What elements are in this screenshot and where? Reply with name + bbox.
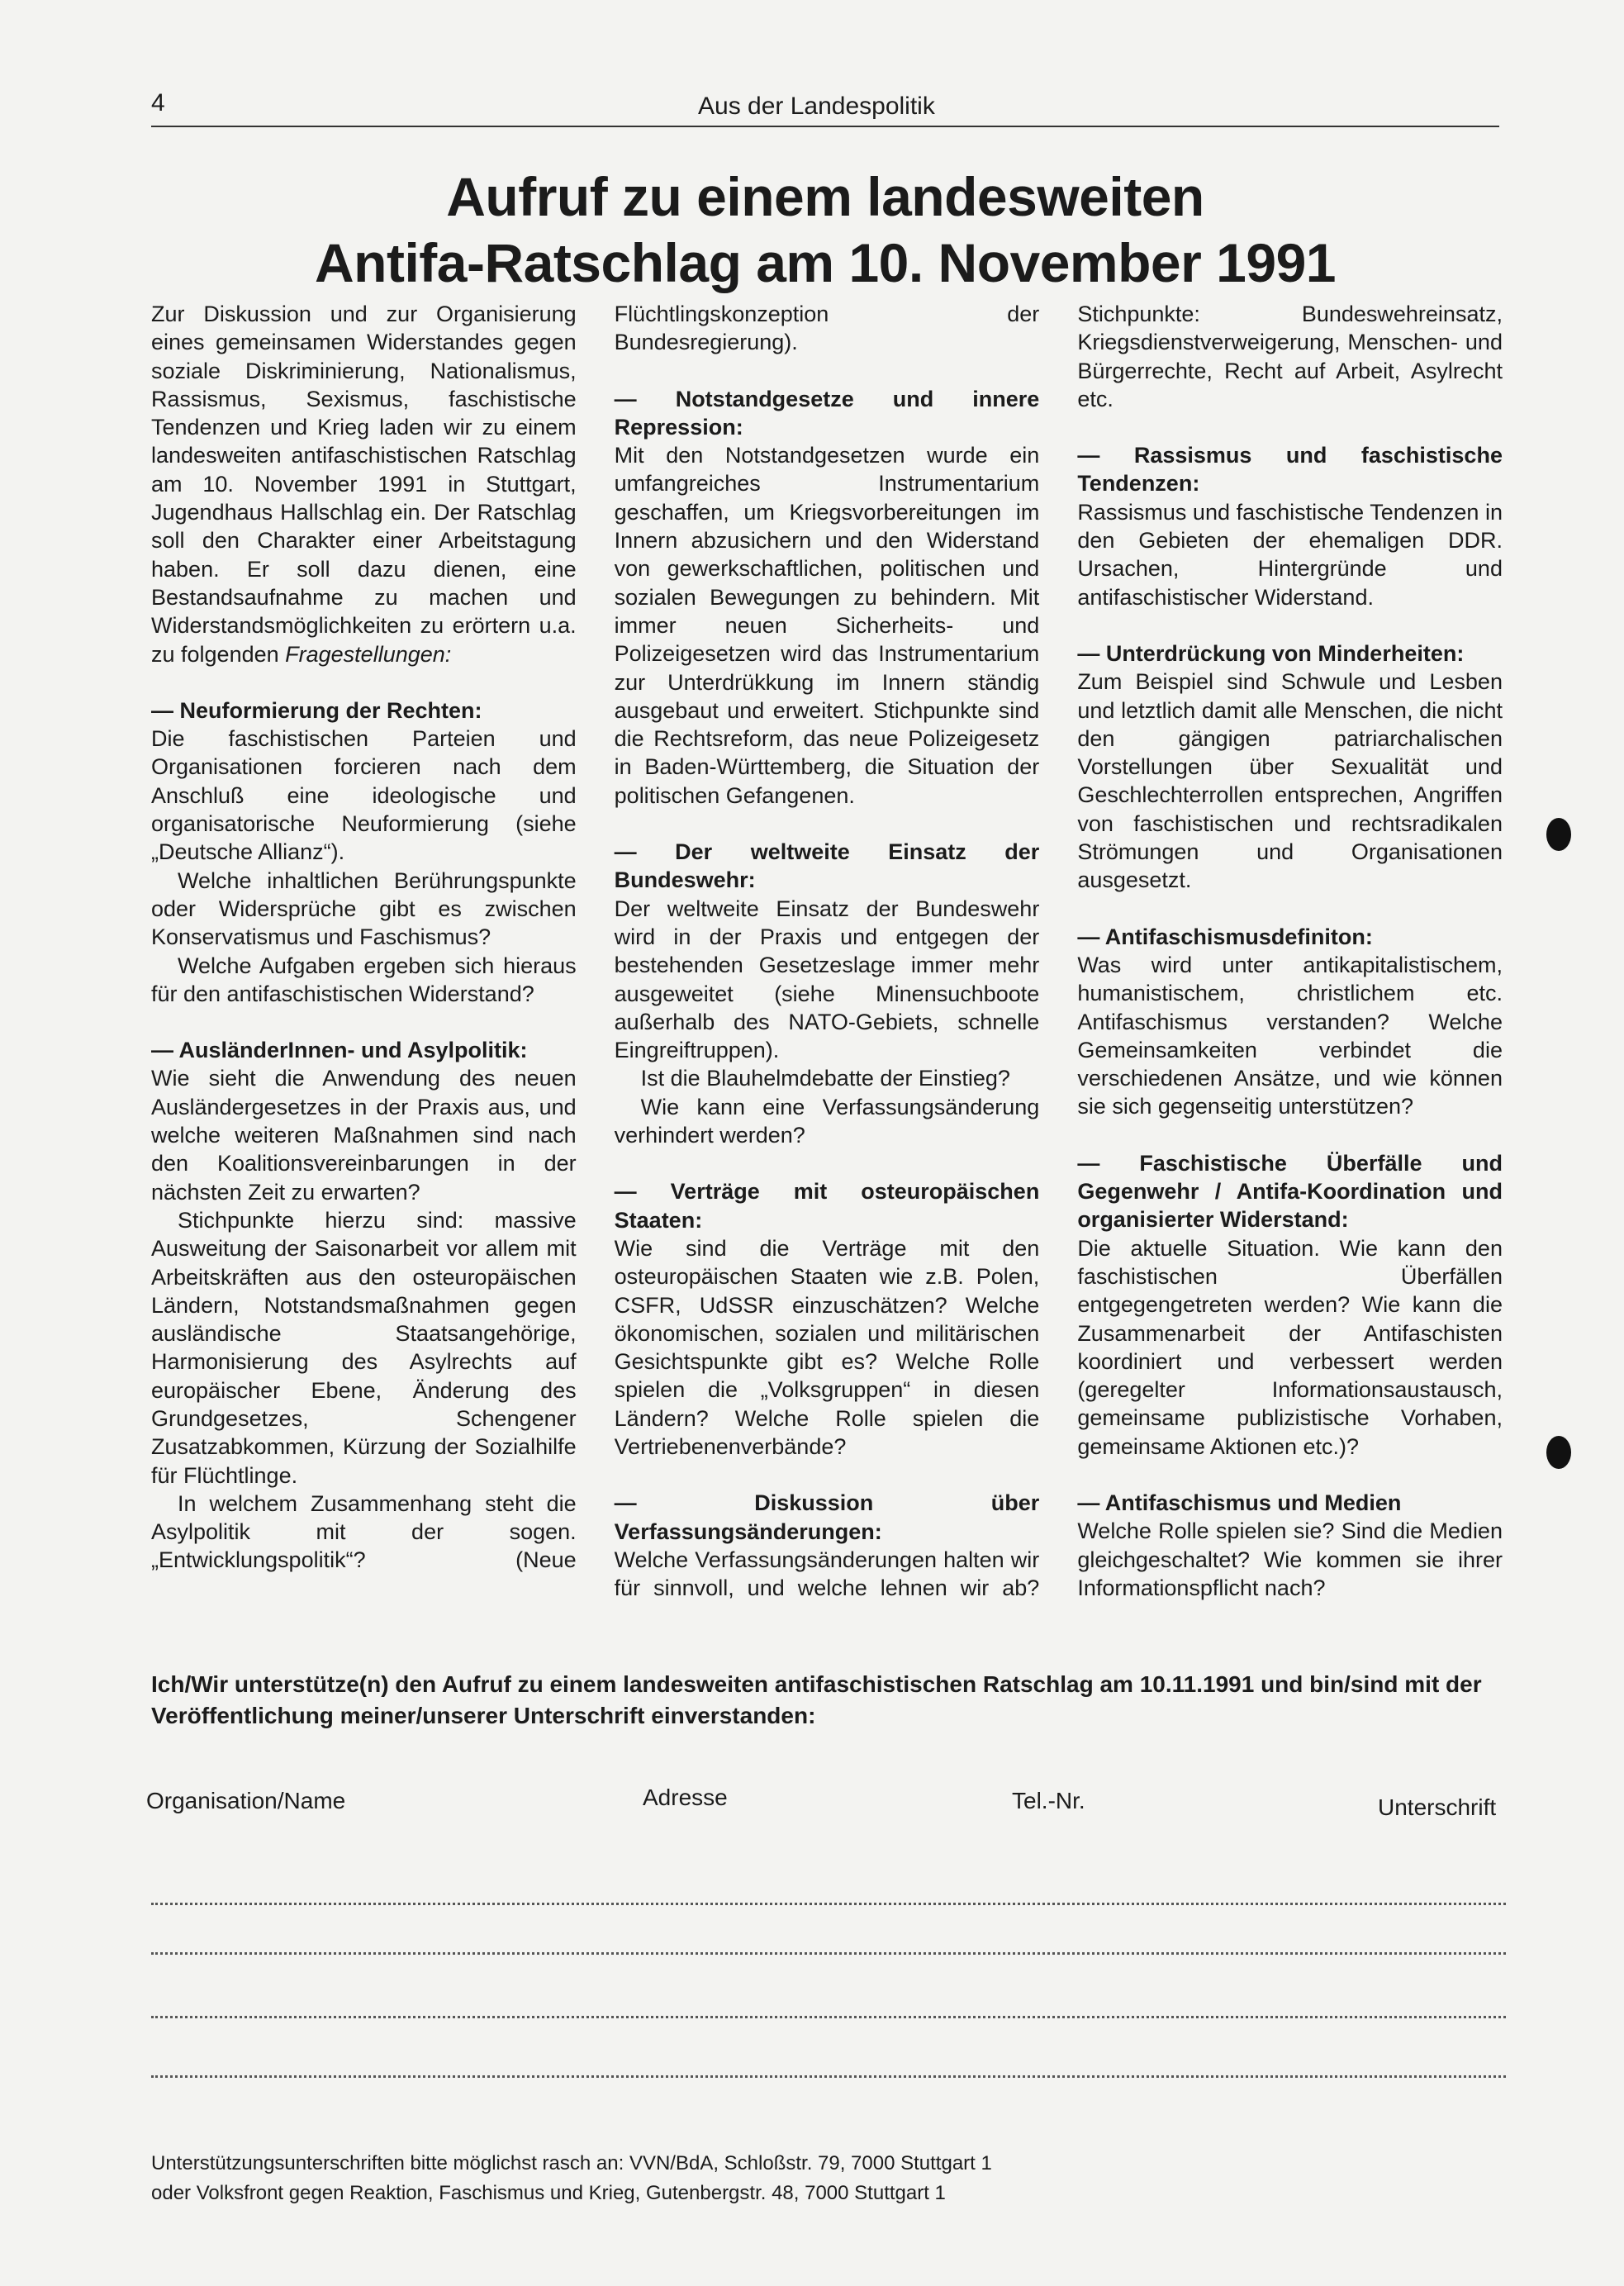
paragraph: Welche inhaltlichen Berührungspunkte oder Widersprüche gibt es zwischen Konservatismus und Faschismus? [151,867,577,950]
label-address: Adresse [643,1785,728,1810]
signature-line[interactable] [151,1952,1506,1955]
paragraph: Der weltweite Einsatz der Bundeswehr wird in der Praxis und entgegen der bestehenden Gesetzeslage immer mehr ausgeweitet (siehe Minensuchboote außerhalb des NATO-Gebiets, schnelle Eingreiftruppen). [614,896,1040,1063]
paragraph: Was wird unter antikapitalistischem, humanistischem, christlichem etc. Antifaschismus verstanden? Welche Gemeinsamkeiten verbindet die verschiedenen Ansätze, und wie können sie sich gegenseitig unterstützen? [1077,952,1503,1119]
signature-line[interactable] [151,2016,1506,2018]
section-heading: — Rassismus und faschistische Tendenzen: [1077,443,1503,497]
punch-hole [1546,1436,1571,1469]
paragraph: Ist die Blauhelmdebatte der Einstieg? [640,1066,1010,1091]
title-line-1: Aufruf zu einem landesweiten [446,166,1204,227]
section-heading: — Der weltweite Einsatz der Bundeswehr: [614,839,1040,893]
paragraph: Die faschistischen Parteien und Organisationen forcieren nach dem Anschluß eine ideologische und organisatorische Neuformierung (siehe „Deutsche Allianz“). [151,726,577,865]
article-title [151,164,1499,296]
intro-paragraph [151,300,577,668]
paragraph: Mit den Notstandgesetzen wurde ein umfangreiches Instrumentarium geschaffen, um Kriegsvorbereitungen im Innern abzusichern und den Widerstand von gewerkschaftlichen, politischen und sozialen Bewegungen zu behindern. Mit immer neuen Sicherheits- und Polizeigesetzen wird das Instrumentarium zur Unterdrükkung im Innern ständig ausgebaut und erweitert. Stichpunkte sind die Rechtsreform, das neue Polizeigesetz in Baden-Württemberg, die Situation der politischen Gefangenen. [614,443,1040,808]
paragraph: Welche Verfassungsänderungen halten wir für sinnvoll, und welche lehnen wir ab? Stichpunkte: Bundeswehreinsatz, Kriegsdienstverweigerung, Menschen- und Bürgerrechte, Recht auf Arbeit, Asylrecht etc. [614,302,1503,1601]
paragraph: Rassismus und faschistische Tendenzen in den Gebieten der ehemaligen DDR. Ursachen, Hintergründe und antifaschistischer Widerstand. [1077,499,1503,610]
footer-line-1: Unterstützungsunterschriften bitte möglichst rasch an: VVN/BdA, Schloßstr. 79, 7000 Stuttgart 1 [151,2152,992,2174]
label-organisation: Organisation/Name [146,1788,346,1813]
paragraph: Stichpunkte hierzu sind: massive Ausweitung der Saisonarbeit vor allem mit Arbeitskräften aus den osteuropäischen Ländern, Notstandsmaßnahmen gegen ausländische Staatsangehörige, Harmonisierung des Asylrechts auf europäischer Ebene, Änderung des Grundgesetzes, Schengener Zusatzabkommen, Kürzung der Sozialhilfe für Flüchtlinge. [151,1207,577,1488]
signature-line[interactable] [151,2075,1506,2078]
page-number: 4 [151,89,165,116]
footer [151,2149,1514,2208]
paragraph: Die aktuelle Situation. Wie kann den faschistischen Überfällen entgegengetreten werden? Wie kann die Zusammenarbeit der Antifaschisten koordiniert und verbessert werden (geregelter Informationsaustausch, gemeinsame publizistische Vorhaben, gemeinsame Aktionen etc.)? [1077,1235,1503,1459]
paragraph: Zum Beispiel sind Schwule und Lesben und letztlich damit alle Menschen, die nicht den gängigen patriarchalischen Vorstellungen über Sexualität und Geschlechterrollen entsprechen, Angriffen von faschistischen und rechtsradikalen Strömungen und Organisationen ausgesetzt. [1077,669,1503,893]
section-heading: — Antifaschismusdefiniton: [1077,924,1373,949]
label-phone: Tel.-Nr. [1012,1788,1085,1813]
section-heading: — Notstandgesetze und innere Repression: [614,386,1040,440]
paragraph: Welche Aufgaben ergeben sich hieraus für den antifaschistischen Widerstand? [151,953,577,1006]
paragraph: In welchem Zusammenhang steht die Asylpolitik mit der sogen. „Entwicklungspolitik“? (Neue Flüchtlingskonzeption der Bundesregierung). [151,302,1040,1573]
intro-text: Zur Diskussion und zur Organisierung eines gemeinsamen Widerstandes gegen soziale Diskriminierung, Nationalismus, Rassismus, Sexismus, faschistische Tendenzen und Krieg laden wir zu einem landesweiten antifaschistischen Ratschlag am 10. November 1991 in Stuttgart, Jugendhaus Hallschlag ein. Der Ratschlag soll den Charakter einer Arbeitstagung haben. Er soll dazu dienen, eine Bestandsaufnahme zu machen und Widerstandsmöglichkeiten zu erörtern u.a. zu folgenden [151,302,577,667]
paragraph: Welche Rolle spielen sie? Sind die Medien gleichgeschaltet? Wie kommen sie ihrer Informationspflicht nach? [1077,1518,1503,1600]
title-line-2: Antifa-Ratschlag am 10. November 1991 [315,232,1336,293]
paragraph: Wie sind die Verträge mit den osteuropäischen Staaten wie z.B. Polen, CSFR, UdSSR einzuschätzen? Welche ökonomischen, sozialen und militärischen Gesichtspunkte gibt es? Welche Rolle spielen die „Volksgruppen“ in diesen Ländern? Welche Rolle spielen die Vertriebenenverbände? [614,1235,1040,1459]
footer-line-2: oder Volksfront gegen Reaktion, Faschismus und Krieg, Gutenbergstr. 48, 7000 Stuttgart 1 [151,2182,946,2204]
section-heading: — Diskussion über Verfassungsänderungen: [614,1490,1040,1544]
signature-line[interactable] [151,1903,1506,1905]
label-signature: Unterschrift [1378,1794,1497,1820]
section-heading: — AusländerInnen- und Asylpolitik: [151,1038,528,1063]
paragraph: Wie kann eine Verfassungsänderung verhindert werden? [614,1094,1040,1148]
intro-italic-end: Fragestellungen: [285,641,452,667]
support-statement: Ich/Wir unterstütze(n) den Aufruf zu einem landesweiten antifaschistischen Ratschlag am 10.11.1991 und bin/sind mit der Veröffentlichung meiner/unserer Unterschrift einverstanden: [151,1671,1482,1728]
section-heading: — Antifaschismus und Medien [1077,1490,1402,1515]
section-heading: — Faschistische Überfälle und Gegenwehr / Antifa-Koordination und organisierter Widerstand: [1077,1150,1503,1233]
section-heading: — Neuformierung der Rechten: [151,697,482,723]
running-head: Aus der Landespolitik [698,93,935,120]
article-body [151,300,1503,1618]
paragraph: Wie sieht die Anwendung des neuen Ausländergesetzes in der Praxis aus, und welche weiteren Maßnahmen sind nach den Koalitionsvereinbarungen in der nächsten Zeit zu erwarten? [151,1066,577,1205]
punch-hole [1546,818,1571,851]
section-heading: — Unterdrückung von Minderheiten: [1077,640,1465,666]
section-heading: — Verträge mit osteuropäischen Staaten: [614,1179,1040,1233]
header-rule [151,126,1499,127]
